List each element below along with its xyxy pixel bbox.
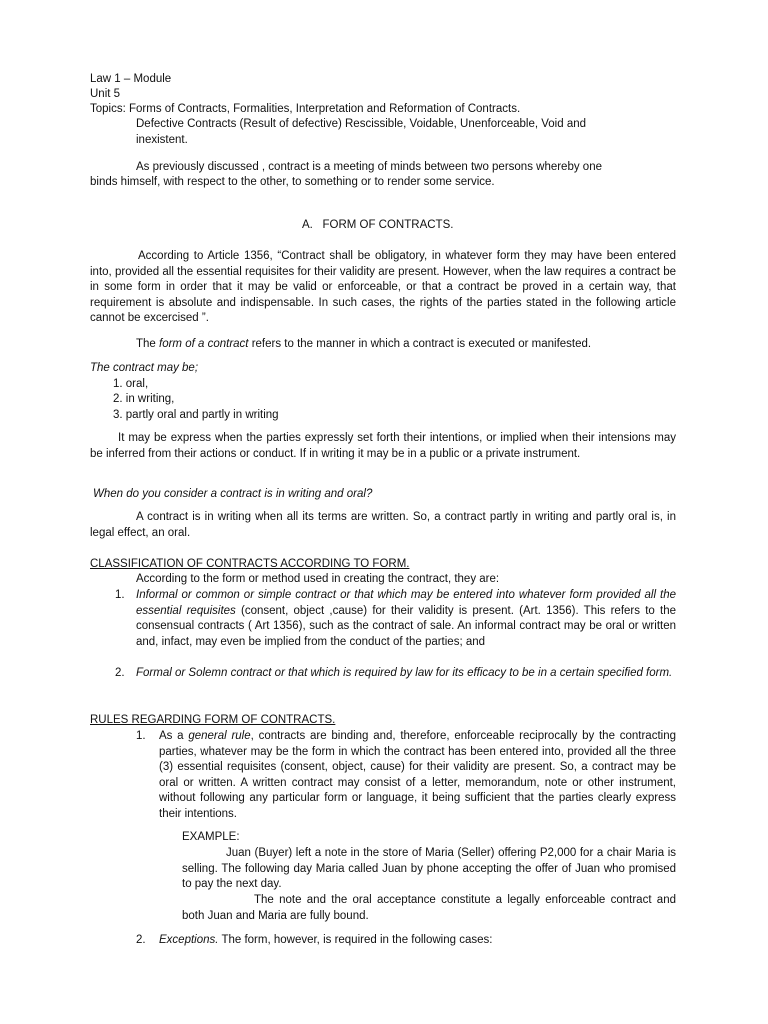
- example-label: EXAMPLE:: [182, 831, 240, 843]
- express-implied-paragraph: It may be express when the parties expressly set forth their intentions, or implied when their intensions may be inferred from their actions or conduct. If in writing it may be in a public or a private instrument.: [90, 432, 676, 460]
- form-definition-pre: The: [136, 338, 160, 350]
- rules-item-general-text: , contracts are binding and, therefore, enforceable reciprocally by the contracting parties, whatever may be the form in which the contract has been entered into, provided all the three (3) essential requisites (consent, object, cause) for their validity are present. So, a contract may be oral or written. A written contract may consist of a letter, memorandum, note or other instrument, without following any particular form or language, it being sufficient that the parties clearly express their intentions.: [159, 730, 676, 820]
- informal-contract-text: (consent, object ,cause) for their validity is present. (Art. 1356). This refers to the consensual contracts ( Art 1356), such as the contract of sale. An informal contract may be oral or written and, infact, may even be implied from the conduct of the parties; and: [136, 604, 676, 648]
- section-heading: [302, 218, 453, 234]
- question-line: [93, 487, 372, 503]
- intro-line-1: As previously discussed , contract is a meeting of minds between two persons whereby one: [136, 161, 602, 173]
- informal-contract-term: Informal or common or simple contract or that which may be entered into whatever form provided all the essential requisites: [136, 589, 676, 617]
- classification-heading: CLASSIFICATION OF CONTRACTS ACCORDING TO FORM.: [90, 558, 410, 570]
- may-be-heading-text: The contract may be;: [90, 362, 199, 374]
- classification-intro: According to the form or method used in creating the contract, they are:: [136, 573, 500, 585]
- exceptions-term: Exceptions.: [159, 934, 219, 946]
- article-1356-paragraph: According to Article 1356, “Contract shall be obligatory, in whatever form they may have been entered into, provided all the essential requisites for their validity are present. However, when the law requires a contract be in some form in order that it may be valid or enforceable, or that a contract be proved in a certain way, that requirement is absolute and indispensable. In such cases, the rights of the parties stated in the following article cannot be excercised ”.: [90, 250, 676, 325]
- example-paragraph-1: Juan (Buyer) left a note in the store of Maria (Seller) offering P2,000 for a chair Maria is selling. The following day Maria called Juan by phone accepting the offer of Juan who promised to pay the next day.: [182, 847, 676, 891]
- rules-item-general-pre: As a: [159, 730, 189, 742]
- form-definition-post: refers to the manner in which a contract is executed or manifested.: [248, 338, 592, 350]
- classification-item-informal: [136, 588, 676, 650]
- list-item: 2. in writing,: [113, 393, 175, 405]
- form-definition: [136, 337, 591, 353]
- module-title: Law 1 – Module: [90, 73, 172, 85]
- exceptions-text: The form, however, is required in the following cases:: [218, 934, 493, 946]
- section-title: FORM OF CONTRACTS.: [322, 219, 454, 231]
- rules-item-general: [159, 729, 676, 823]
- topics-continuation-2: inexistent.: [136, 134, 188, 146]
- list-item: 1. oral,: [113, 378, 149, 390]
- list-number: 2.: [136, 934, 146, 946]
- may-be-heading: [90, 361, 198, 377]
- list-number: 2.: [115, 667, 125, 679]
- topics-continuation: Defective Contracts (Result of defective) Rescissible, Voidable, Unenforceable, Void and: [136, 118, 587, 130]
- list-number: 1.: [136, 730, 146, 742]
- intro-line-2: binds himself, with respect to the other, to something or to render some service.: [90, 176, 495, 188]
- question-text: When do you consider a contract is in writing and oral?: [93, 488, 373, 500]
- rules-item-exceptions: [159, 933, 492, 949]
- classification-item-formal: [136, 666, 676, 682]
- rules-heading: RULES REGARDING FORM OF CONTRACTS.: [90, 714, 336, 726]
- section-label: A.: [302, 219, 313, 231]
- example-paragraph-2: The note and the oral acceptance constitute a legally enforceable contract and both Juan and Maria are fully bound.: [182, 894, 676, 922]
- list-number: 1.: [115, 589, 125, 601]
- unit-label: Unit 5: [90, 88, 121, 100]
- topics-line: Topics: Forms of Contracts, Formalities, Interpretation and Reformation of Contracts.: [90, 103, 521, 115]
- answer-paragraph: A contract is in writing when all its terms are written. So, a contract partly in writing and partly oral is, in legal effect, an oral.: [90, 511, 676, 539]
- form-definition-term: form of a contract: [159, 338, 249, 350]
- formal-contract-term: Formal or Solemn contract or that which is required by law for its efficacy to be in a certain specified form.: [136, 667, 673, 679]
- general-rule-term: general rule: [188, 730, 251, 742]
- list-item: 3. partly oral and partly in writing: [113, 409, 279, 421]
